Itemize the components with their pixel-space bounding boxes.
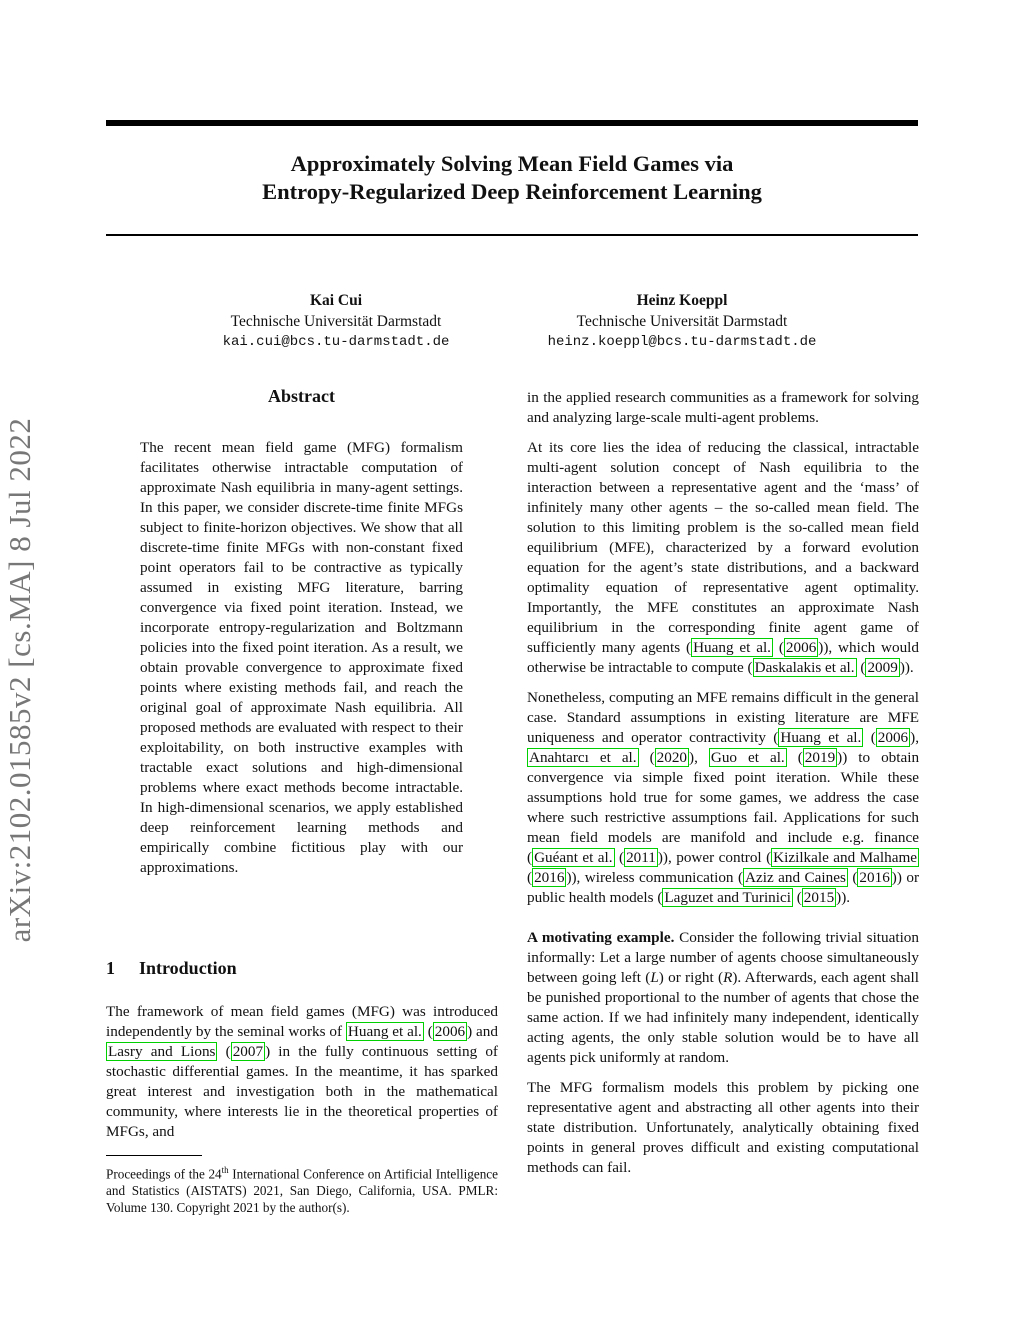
footnote	[106, 1162, 498, 1216]
text: (	[614, 849, 625, 866]
text: ) and	[467, 1023, 498, 1040]
section-title: Introduction	[139, 958, 237, 978]
citation-year-link[interactable]: 2009	[867, 659, 898, 676]
citation-year-link[interactable]: 2016	[859, 869, 890, 886]
text: )) or public health models (	[527, 869, 920, 906]
author-block-1	[146, 290, 526, 353]
text: Proceedings of the 24	[106, 1166, 222, 1182]
footnote-rule	[106, 1155, 202, 1156]
citation-link[interactable]: Huang et al.	[780, 729, 862, 746]
text: (	[217, 1043, 231, 1060]
text: ),	[689, 749, 709, 766]
author-name: Heinz Koeppl	[636, 292, 728, 309]
citation-link[interactable]: Kizilkale and Malhame	[773, 849, 918, 866]
citation-link[interactable]: Guéant et al.	[534, 849, 613, 866]
citation-link[interactable]: Daskalakis et al.	[754, 659, 855, 676]
text: (	[423, 1023, 433, 1040]
text: Consider the following trivial situation informally: Let a large number of agents choose simultaneously between going left (	[527, 929, 919, 986]
section-number: 1	[106, 958, 115, 978]
citation-year-link[interactable]: 2006	[877, 729, 909, 746]
author-name: Kai Cui	[309, 292, 363, 309]
title-bottom-rule	[106, 234, 918, 236]
run-in-heading: A motivating example.	[527, 929, 675, 946]
text: )).	[899, 659, 914, 676]
math-symbol: R	[723, 969, 733, 986]
citation-year-link[interactable]: 2007	[232, 1043, 264, 1060]
title-top-rule	[106, 120, 918, 126]
text: )) to obtain convergence via simple fixed point iteration. While these assumptions hold true for some games, we address the case where such restrictive assumptions fail. Applications for such mean field models are manifold and include e.g. finance (	[527, 749, 920, 866]
text: ). Afterwards, each agent shall be punished proportional to the number of agents that chose the same action. If we had infinitely many independent, identically acting agents, the only stable solution would be to have all agents pick uniformly at random.	[527, 969, 919, 1066]
intro-paragraph	[106, 1002, 498, 1152]
math-symbol: L	[650, 969, 659, 986]
superscript: th	[221, 1165, 229, 1175]
citation-year-link[interactable]: 2020	[656, 749, 688, 766]
paper-title	[106, 150, 918, 206]
author-block-2	[492, 290, 872, 353]
paragraph-continuation: in the applied research communities as a framework for solving and analyzing large-scale multi-agent problems.	[527, 389, 919, 426]
citation-link[interactable]: Huang et al.	[693, 639, 771, 656]
citation-link[interactable]: Lasry and Lions	[108, 1043, 216, 1060]
text: (	[638, 749, 655, 766]
paragraph-mfg-formalism: The MFG formalism models this problem by picking one representative agent and abstracting all other agents into their state distribution. Unfortunately, analytically obtaining fixed points in general proves difficult and existing computational methods can fail.	[527, 1079, 919, 1176]
author-affiliation: Technische Universität Darmstadt	[230, 313, 442, 330]
text: ),	[910, 729, 919, 746]
text: (	[847, 869, 858, 886]
text: ) in the fully continuous setting of stochastic differential games. In the meantime, it has sparked great interest and investigation both in the mathematical community, where interests lie in the theoretical properties of MFGs, and	[106, 1043, 498, 1140]
citation-year-link[interactable]: 2011	[626, 849, 656, 866]
citation-link[interactable]: Huang et al.	[347, 1023, 422, 1040]
citation-year-link[interactable]: 2015	[803, 889, 835, 906]
text: )), wireless communication (	[566, 869, 744, 886]
text: ) or right (	[658, 969, 724, 986]
paragraph-motivating-example	[527, 928, 919, 1068]
author-affiliation: Technische Universität Darmstadt	[576, 313, 788, 330]
abstract-heading: Abstract	[268, 386, 335, 406]
citation-year-link[interactable]: 2006	[434, 1023, 466, 1040]
section-heading-introduction	[106, 958, 498, 979]
author-email: heinz.koeppl@bcs.tu-darmstadt.de	[547, 334, 817, 350]
text: (	[786, 749, 803, 766]
paragraph-assumptions	[527, 688, 919, 908]
citation-link[interactable]: Laguzet and Turinici	[664, 889, 791, 906]
text: International Conference on Artificial Intelligence and Statistics (AISTATS) 2021, San Diego, California, USA. PMLR: Volume 130. Copyright 2021 by the author(s).	[106, 1166, 498, 1216]
text: (	[772, 639, 784, 656]
right-column	[527, 388, 919, 1188]
arxiv-identifier: arXiv:2102.01585v2 [cs.MA] 8 Jul 2022	[2, 417, 37, 943]
citation-year-link[interactable]: 2016	[534, 869, 565, 886]
text: (	[856, 659, 866, 676]
text: (	[527, 869, 533, 886]
text: (	[792, 889, 802, 906]
paragraph-nash	[527, 438, 919, 678]
text: )).	[836, 889, 851, 906]
abstract-text: The recent mean field game (MFG) formalism facilitates otherwise intractable computation of approximate Nash equilibria in many-agent settings. In this paper, we consider discrete-time finite MFGs subject to finite-horizon objectives. We show that all discrete-time finite MFGs with non-constant fixed point operators fail to be contractive as typically assumed in existing MFG literature, barring convergence via fixed point iteration. Instead, we incorporate entropy-regularization and Boltzmann policies into the fixed point iteration. As a result, we obtain provable convergence to approximate fixed points where existing methods fail, and reach the original goal of approximate Nash equilibria. All proposed methods are evaluated with respect to their exploitability, on both instructive examples with tractable exact solutions and high-dimensional problems where exact methods become intractable. In high-dimensional scenarios, we apply established deep reinforcement learning methods and empirically combine fictitious play with our approximations.	[140, 439, 463, 876]
citation-year-link[interactable]: 2006	[785, 639, 817, 656]
text: )), which would otherwise be intractable to compute (	[527, 639, 919, 676]
text: (	[863, 729, 876, 746]
text: At its core lies the idea of reducing the classical, intractable multi-agent solution concept of Nash equilibria to the interaction between a representative agent and the ‘mass’ of infinitely many other agents – the so-called mean field. The solution to this limiting problem is the so-called mean field equilibrium (MFE), characterized by a forward evolution equation for the agent’s state distributions, and a backward optimality equation of representative agent optimality. Importantly, the MFE constitutes an approximate Nash equilibrium in the corresponding finite agent game of sufficiently many agents (	[527, 439, 919, 656]
abstract-body	[140, 438, 463, 888]
title-line-2: Entropy-Regularized Deep Reinforcement Learning	[262, 179, 762, 204]
text: The framework of mean field games (MFG) was introduced independently by the seminal works of	[106, 1003, 498, 1040]
author-email: kai.cui@bcs.tu-darmstadt.de	[222, 334, 450, 350]
citation-link[interactable]: Guo et al.	[710, 749, 785, 766]
citation-link[interactable]: Aziz and Caines	[745, 869, 846, 886]
text: Nonetheless, computing an MFE remains difficult in the general case. Standard assumptions in existing literature are MFE uniqueness and operator contractivity (	[527, 689, 919, 746]
text: )), power control (	[657, 849, 772, 866]
citation-year-link[interactable]: 2019	[804, 749, 836, 766]
citation-link[interactable]: Anahtarcı et al.	[529, 749, 637, 766]
title-line-1: Approximately Solving Mean Field Games via	[290, 151, 734, 176]
